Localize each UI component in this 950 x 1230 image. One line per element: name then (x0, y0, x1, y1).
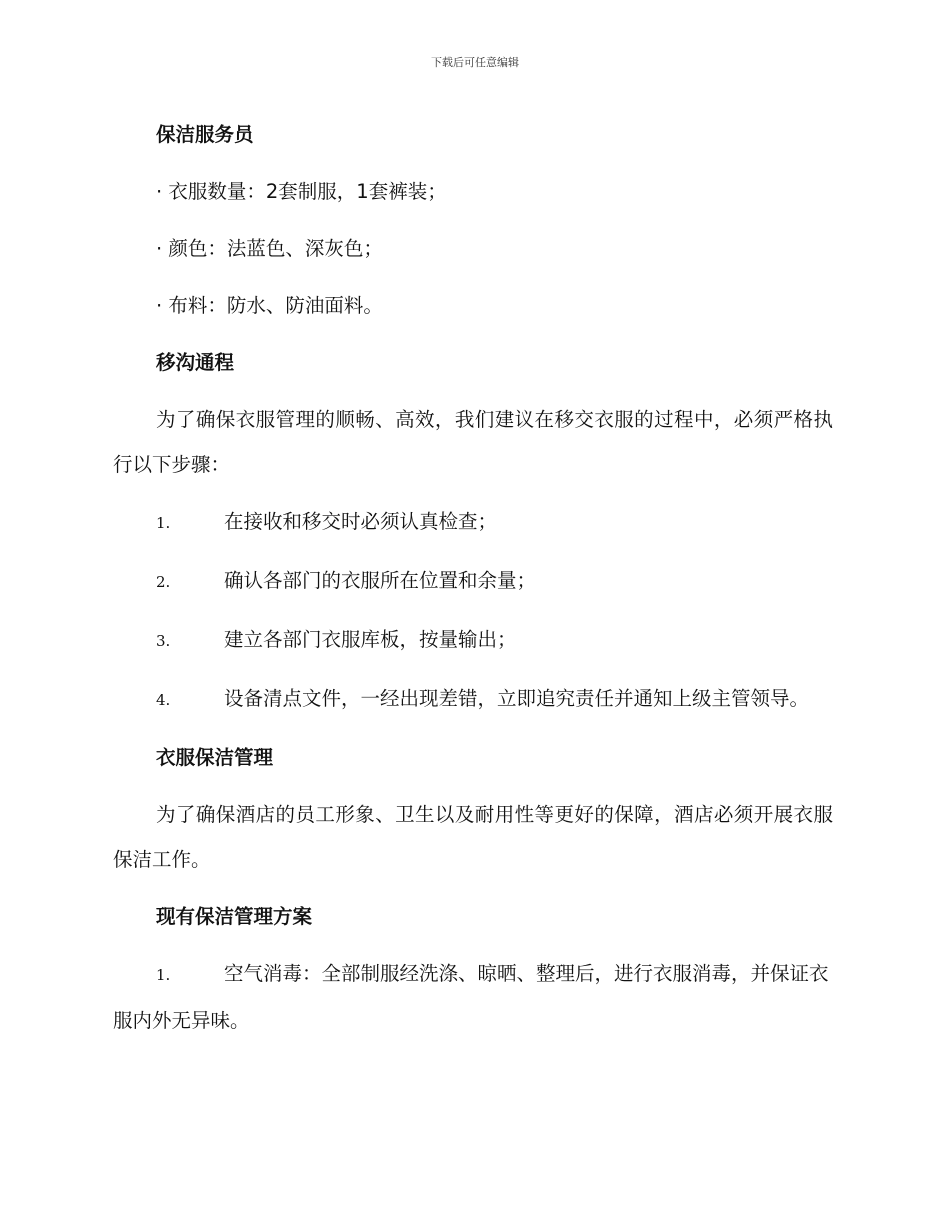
list-number: 1. (156, 514, 171, 532)
section-heading-current-plan: 现有保洁管理方案 (156, 905, 313, 928)
section-heading-clothing-cleaning: 衣服保洁管理 (156, 746, 274, 769)
list-text: 空气消毒：全部制服经洗涤、晾晒、整理后，进行衣服消毒，并保证衣服内外无异味。 (113, 962, 829, 1032)
header-note: 下载后可任意编辑 (431, 56, 519, 69)
list-text: 建立各部门衣服库板，按量输出； (224, 628, 517, 651)
list-number: 3. (156, 632, 171, 650)
paragraph: 为了确保酒店的员工形象、卫生以及耐用性等更好的保障，酒店必须开展衣服保洁工作。 (113, 803, 833, 871)
numbered-list-plan (113, 951, 833, 1043)
list-text: 确认各部门的衣服所在位置和余量； (224, 569, 537, 592)
list-number: 1. (156, 966, 171, 984)
bullet-item: · 衣服数量：2套制服，1套裤装； (156, 180, 447, 203)
list-number: 2. (156, 573, 171, 591)
list-item (113, 499, 833, 546)
list-text: 设备清点文件，一经出现差错，立即追究责任并通知上级主管领导。 (224, 687, 810, 710)
numbered-list-handover (113, 499, 833, 723)
list-text: 在接收和移交时必须认真检查； (224, 510, 498, 533)
bullet-item: · 颜色：法蓝色、深灰色； (156, 237, 383, 260)
paragraph: 为了确保衣服管理的顺畅、高效，我们建议在移交衣服的过程中，必须严格执行以下步骤： (113, 408, 833, 476)
list-item (113, 558, 833, 605)
section-heading-handover-process: 移沟通程 (156, 351, 235, 374)
list-item (113, 951, 833, 1043)
section-heading-cleaning-staff: 保洁服务员 (156, 123, 254, 146)
list-number: 4. (156, 691, 171, 709)
bullet-item: · 布料：防水、防油面料。 (156, 294, 383, 317)
document-content (113, 112, 833, 1055)
list-item (113, 676, 833, 723)
list-item (113, 617, 833, 664)
